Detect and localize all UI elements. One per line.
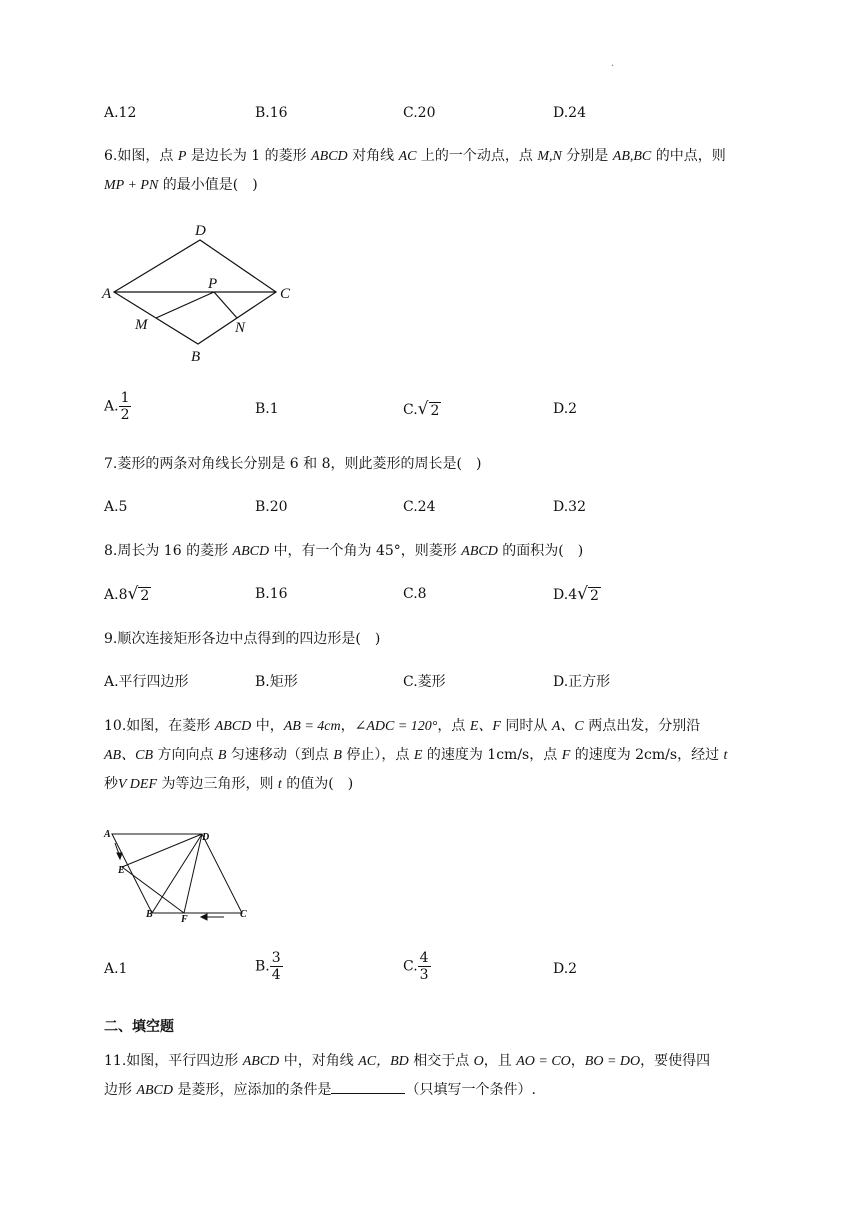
label-m: M [135,317,148,333]
q7-option-b[interactable]: B.20 [255,499,288,515]
arrowhead-e [117,853,122,859]
rhombus-figure-q10 [100,826,260,926]
q8-option-a[interactable]: A.8 √ 2 [104,584,150,604]
label-a: A [104,829,111,840]
section-heading-fill-in: 二、填空题 [104,1019,174,1035]
q5-option-b[interactable]: B.16 [255,105,288,121]
fraction-four-thirds: $\frac{4}{3}$ [419,950,429,983]
label-f: F [181,914,188,925]
q10-option-a[interactable]: A.1 [104,961,128,977]
label-b: B [191,349,201,365]
q5-options [104,102,784,124]
q5-option-a[interactable]: A.12 [104,105,137,121]
q6-stem: 6.如图，点 P 是边长为 1 的菱形 ABCD 对角线 AC 上的一个动点，点 M,N 分别是 AB,BC 的中点，则 MP + PN 的最小值是( ) [104,148,726,193]
segment-pn [214,292,237,318]
q7-options [104,496,784,518]
q9-option-b[interactable]: B.矩形 [255,674,298,690]
q7-option-c[interactable]: C.24 [403,499,436,515]
rhombus-figure-q6 [100,218,300,366]
q6-option-a[interactable]: A. $\frac{1}{2}$ [104,390,130,423]
q9-stem: 9.顺次连接矩形各边中点得到的四边形是( ) [104,631,381,647]
q8-option-b[interactable]: B.16 [255,586,288,602]
q8-option-c[interactable]: C.8 [403,586,427,602]
q5-option-d[interactable]: D.24 [553,105,586,121]
q10-option-d[interactable]: D.2 [553,961,578,977]
header-dot: . [611,58,615,69]
q8-option-d[interactable]: D.4 √ 2 [553,584,599,604]
segment-de [122,834,202,867]
segment-ef [122,867,184,913]
q7-stem: 7.菱形的两条对角线长分别是 6 和 8，则此菱形的周长是( ) [104,456,482,472]
q11-stem: 11.如图，平行四边形 ABCD 中，对角线 AC，BD 相交于点 O，且 AO = CO，BO = DO，要使得四 边形 ABCD 是菱形，应添加的条件是 （只填写一个条件）. [104,1053,711,1098]
q10-options [104,950,784,983]
sqrt-symbol: √ 2 [417,399,440,419]
arrowhead-f [201,914,207,920]
fraction-one-half: $\frac{1}{2}$ [120,390,130,423]
q5-option-c[interactable]: C.20 [403,105,436,121]
sqrt-symbol: √ 2 [127,584,150,604]
answer-blank[interactable] [331,1079,405,1094]
q9-options [104,671,784,693]
q6-option-c[interactable]: C. √ 2 [403,399,440,419]
q8-stem: 8.周长为 16 的菱形 ABCD 中，有一个角为 45°，则菱形 ABCD 的面积为( ) [104,543,584,559]
label-p: P [208,276,218,292]
q7-option-a[interactable]: A.5 [104,499,128,515]
label-n: N [235,320,246,336]
q9-option-c[interactable]: C.菱形 [403,674,446,690]
q10-stem: 10.如图，在菱形 ABCD 中，AB = 4cm，∠ADC = 120°，点 E、F 同时从 A、C 两点出发，分别沿 AB、CB 方向向点 B 匀速移动（到点 B 停止），点 E 的速度为 1cm/s，点 F 的速度为 2cm/s，经过 t 秒V DEF 为等边三角形，则 t 的值为( ) [104,718,728,792]
segment-df [184,834,202,913]
label-a: A [102,286,112,302]
q6-option-d[interactable]: D.2 [553,401,578,417]
label-b: B [146,909,153,920]
diagonal-db [152,834,202,913]
label-d: D [202,832,210,843]
q6-options [104,390,784,423]
label-d: D [195,223,206,239]
q7-option-d[interactable]: D.32 [553,499,586,515]
q8-options [104,583,784,605]
segment-mp [156,292,214,318]
fraction-three-quarters: $\frac{3}{4}$ [271,950,281,983]
q10-option-b[interactable]: B. $\frac{3}{4}$ [255,950,281,983]
label-c: C [240,909,247,920]
q9-option-d[interactable]: D.正方形 [553,674,611,690]
q6-option-b[interactable]: B.1 [255,401,279,417]
label-e: E [118,865,125,876]
q9-option-a[interactable]: A.平行四边形 [104,674,189,690]
q10-option-c[interactable]: C. $\frac{4}{3}$ [403,950,429,983]
label-c: C [280,286,291,302]
sqrt-symbol: √ 2 [577,584,599,604]
